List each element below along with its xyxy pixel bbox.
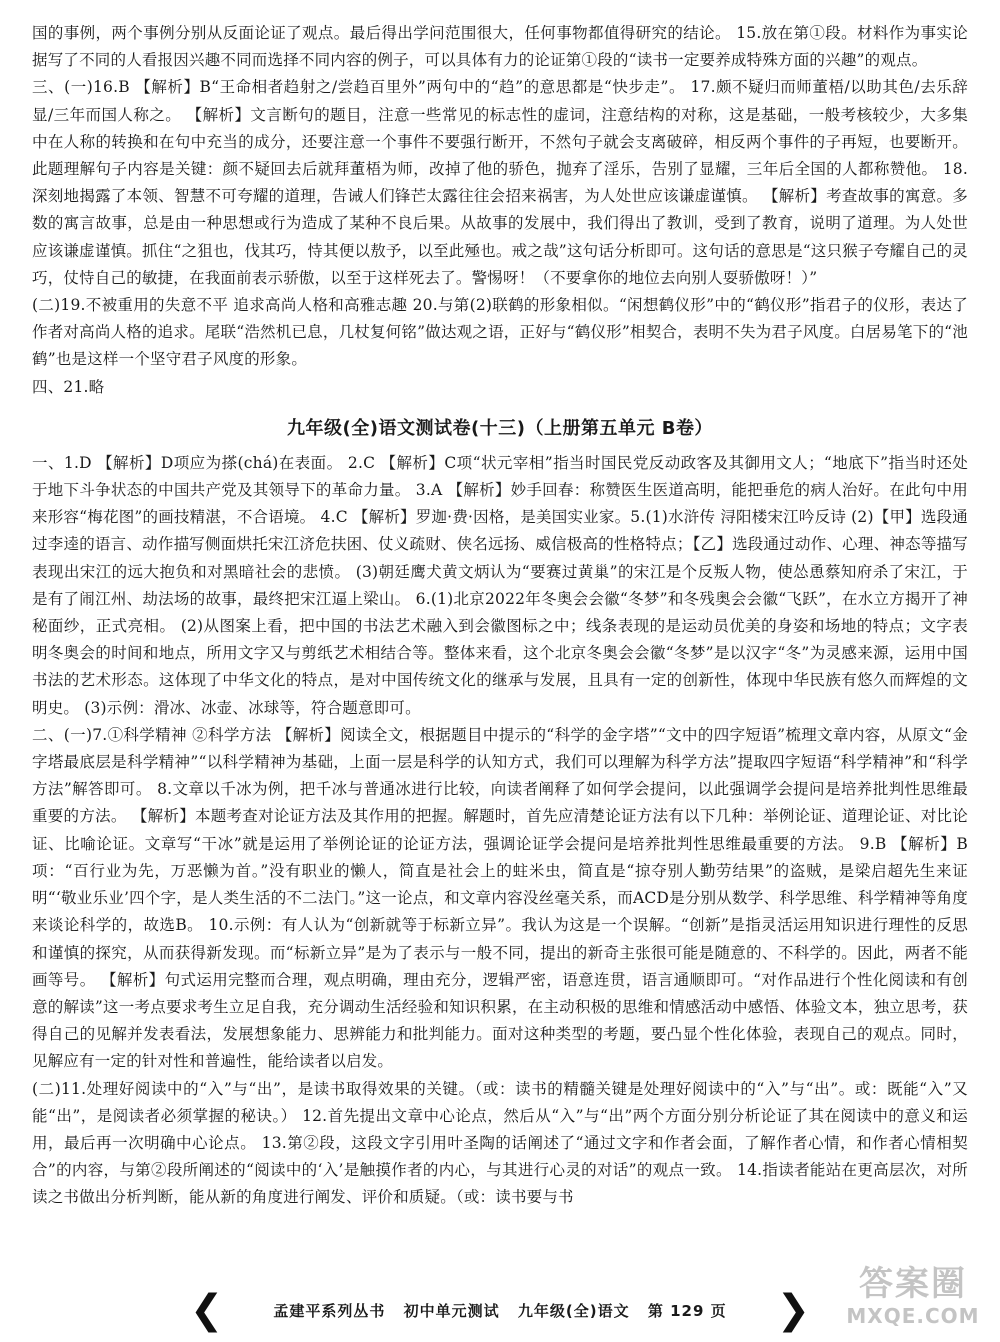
book-name: 初中单元测试 [403,1301,500,1320]
footer-text [267,1300,732,1321]
watermark-title: 答案圈 [859,1264,967,1304]
answer-paragraph: 四、21.略 [32,377,105,396]
answer-paragraph: 国的事例，两个事例分别从反面论证了观点。最后得出学问范围很大，任何事物都值得研究的结论。 15.放在第①段。材料作为事实论据写了不同的人看报因兴趣不同而选择不同内容的例子，可以具体有力的论证第①段的“读书一定要养成特殊方面的兴趣”的观点。 [32,24,968,70]
page-number: 第 129 页 [647,1301,727,1320]
answer-paragraph: 一、1.D 【解析】D项应为搽(chá)在表面。 2.C 【解析】C项“状元宰相”指当时国民党反动政客及其御用文人；“地底下”指当时还处于地下斗争状态的中国共产党及其领导下的革命力量。 3.A 【解析】妙手回春：称赞医生医道高明，能把垂危的病人治好。在此句中用来形容“梅花图”的画技精湛，不合语境。 4.C 【解析】罗迦·费·因格，是美国实业家。5.(1)水浒传 浔阳楼宋江吟反诗 (2)【甲】选段通过李逵的语言、动作描写侧面烘托宋江济危扶困、仗义疏财、侠名远扬、威信极高的性格特点；【乙】选段通过动作、心理、神态等描写表现出宋江的远大抱负和对黑暗社会的悲愤。 (3)朝廷鹰犬黄文炳认为“要赛过黄巢”的宋江是个反叛人物，使怂恿蔡知府杀了宋江，于是有了闹江州、劫法场的故事，最终把宋江逼上梁山。 6.(1)北京2022年冬奥会会徽“冬梦”和冬残奥会会徽“飞跃”，在水立方揭开了神秘面纱，正式亮相。 (2)从图案上看，把中国的书法艺术融入到会徽图标之中；线条表现的是运动员优美的身姿和场地的特点；文字表明冬奥会的时间和地点，所用文字又与剪纸艺术相结合等。整体来看，这个北京冬奥会会徽“冬梦”是以汉字“冬”为灵感来源，运用中国书法的艺术形态。这体现了中华文化的特点，是对中国传统文化的继承与发展，且具有一定的创新性，体现中华民族有悠久而辉煌的文明史。 (3)示例：滑冰、冰壶、冰球等，符合题意即可。 [32,453,968,717]
answer-paragraph: (二)11.处理好阅读中的“入”与“出”，是读书取得效果的关键。（或：读书的精髓关键是处理好阅读中的“入”与“出”。或：既能“入”又能“出”，是阅读者必须掌握的秘诀。） 12.首先提出文章中心论点，然后从“入”与“出”两个方面分别分析论证了其在阅读中的意义和运用，最后再一次明确中心论点。 13.第②段，这段文字引用叶圣陶的话阐述了“通过文字和作者会面，了解作者心情，和作者心情相契合”的内容，与第②段所阐述的“阅读中的‘入’是触摸作者的内心，与其进行心灵的对话”的观点一致。 14.指读者能站在更高层次，对所读之书做出分析判断，能从新的角度进行阐发、评价和质疑。（或：读书要与书 [32,1079,968,1207]
watermark-logo [838,1264,988,1334]
answer-page [32,20,968,1212]
grade-subject: 九年级(全)语文 [517,1301,630,1320]
answer-paragraph: 二、(一)7.①科学精神 ②科学方法 【解析】阅读全文，根据题目中提示的“科学的金字塔”“文中的四字短语”梳理文章内容，从原文“金字塔最底层是科学精神”“以科学精神为基础，上面一层是科学的认知方式，我们可以理解为科学方法”提取四字短语“科学精神”和“科学方法”解答即可。 8.文章以千冰为例，把千冰与普通冰进行比较，向读者阐释了如何学会提问，以此强调学会提问是培养批判性思维最重要的方法。 【解析】本题考查对论证方法及其作用的把握。解题时，首先应清楚论证方法有以下几种：举例论证、道理论证、对比论证、比喻论证。文章写“干冰”就是运用了举例论证的论证方法，强调论证学会提问是培养批判性思维最重要的方法。 9.B 【解析】B项：“百行业为先，万恶懒为首。”没有职业的懒人，简直是社会上的蛀米虫，简直是“掠夺别人勤劳结果”的盗贼，是梁启超先生来证明“‘敬业乐业’四个字，是人类生活的不二法门。”这一论点，和文章内容没丝毫关系，而ACD是分别从数学、科学思维、科学精神等角度来谈论科学的，故选B。 10.示例：有人认为“创新就等于标新立异”。我认为这是一个误解。“创新”是指灵活运用知识进行理性的反思和谨慎的探究，从而获得新发现。而“标新立异”是为了表示与一般不同，提出的新奇主张很可能是随意的、不科学的。因此，两者不能画等号。 【解析】句式运用完整而合理，观点明确，理由充分，逻辑严密，语意连贯，语言通顺即可。“对作品进行个性化阅读和有创意的解读”这一考点要求考生立足自我，充分调动生活经验和知识积累，在主动积极的思维和情感活动中感悟、体验文本，独立思考，获得自己的见解并发表看法，发展想象能力、思辨能力和批判能力。面对这种类型的考题，要凸显个性化体验，表现自己的观点。同时，见解应有一定的针对性和普遍性，能给读者以启发。 [32,725,968,1071]
right-arrow-icon: ❯ [776,1287,811,1333]
watermark-url: MXQE.COM [846,1304,980,1328]
answer-paragraph: (二)19.不被重用的失意不平 追求高尚人格和高雅志趣 20.与第(2)联鹤的形象相似。“闲想鹤仪形”中的“鹤仪形”指君子的仪形，表达了作者对高尚人格的追求。尾联“浩然机已息，几杖复何铭”做达观之语，正好与“鹤仪形”相契合，表明不失为君子风度。白居易笔下的“池鹤”也是这样一个坚守君子风度的形象。 [32,296,968,369]
answer-paragraph: 三、(一)16.B 【解析】B“王命相者趋射之/尝趋百里外”两句中的“趋”的意思都是“快步走”。 17.颇不疑归而师董梧/以助其色/去乐辞显/三年而国人称之。 【解析】文言断句的题目，注意一些常见的标志性的虚词，注意结构的对称，这是基础，一般考核较少，大多集中在人称的转换和在句中充当的成分，还要注意一个事件不要强行断开，不然句子就会支离破碎，相反两个事件的子再短，也要断开。此题理解句子内容是关键：颜不疑回去后就拜董梧为师，改掉了他的骄色，抛弃了淫乐，告别了显耀，三年后全国的人都称赞他。 18.深刻地揭露了本领、智慧不可夸耀的道理，告诫人们锋芒太露往往会招来祸害，为人处世应该谦虚谨慎。 【解析】考查故事的寓意。多数的寓言故事，总是由一种思想或行为造成了某种不良后果。从故事的发展中，我们得出了教训，受到了教育，说明了道理。为人处世应该谦虚谨慎。抓住“之狙也，伐其巧，恃其便以敖予，以至此殛也。戒之哉”这句话分析即可。这句话的意思是“这只猴子夸耀自己的灵巧，仗恃自己的敏捷，在我面前表示骄傲，以至于这样死去了。警惕呀！（不要拿你的地位去向别人耍骄傲呀！）” [32,78,968,287]
series-name: 孟建平系列丛书 [273,1301,386,1320]
left-arrow-icon: ❮ [189,1287,224,1333]
section-title: 九年级(全)语文测试卷(十三)（上册第五单元 B卷） [287,417,713,439]
